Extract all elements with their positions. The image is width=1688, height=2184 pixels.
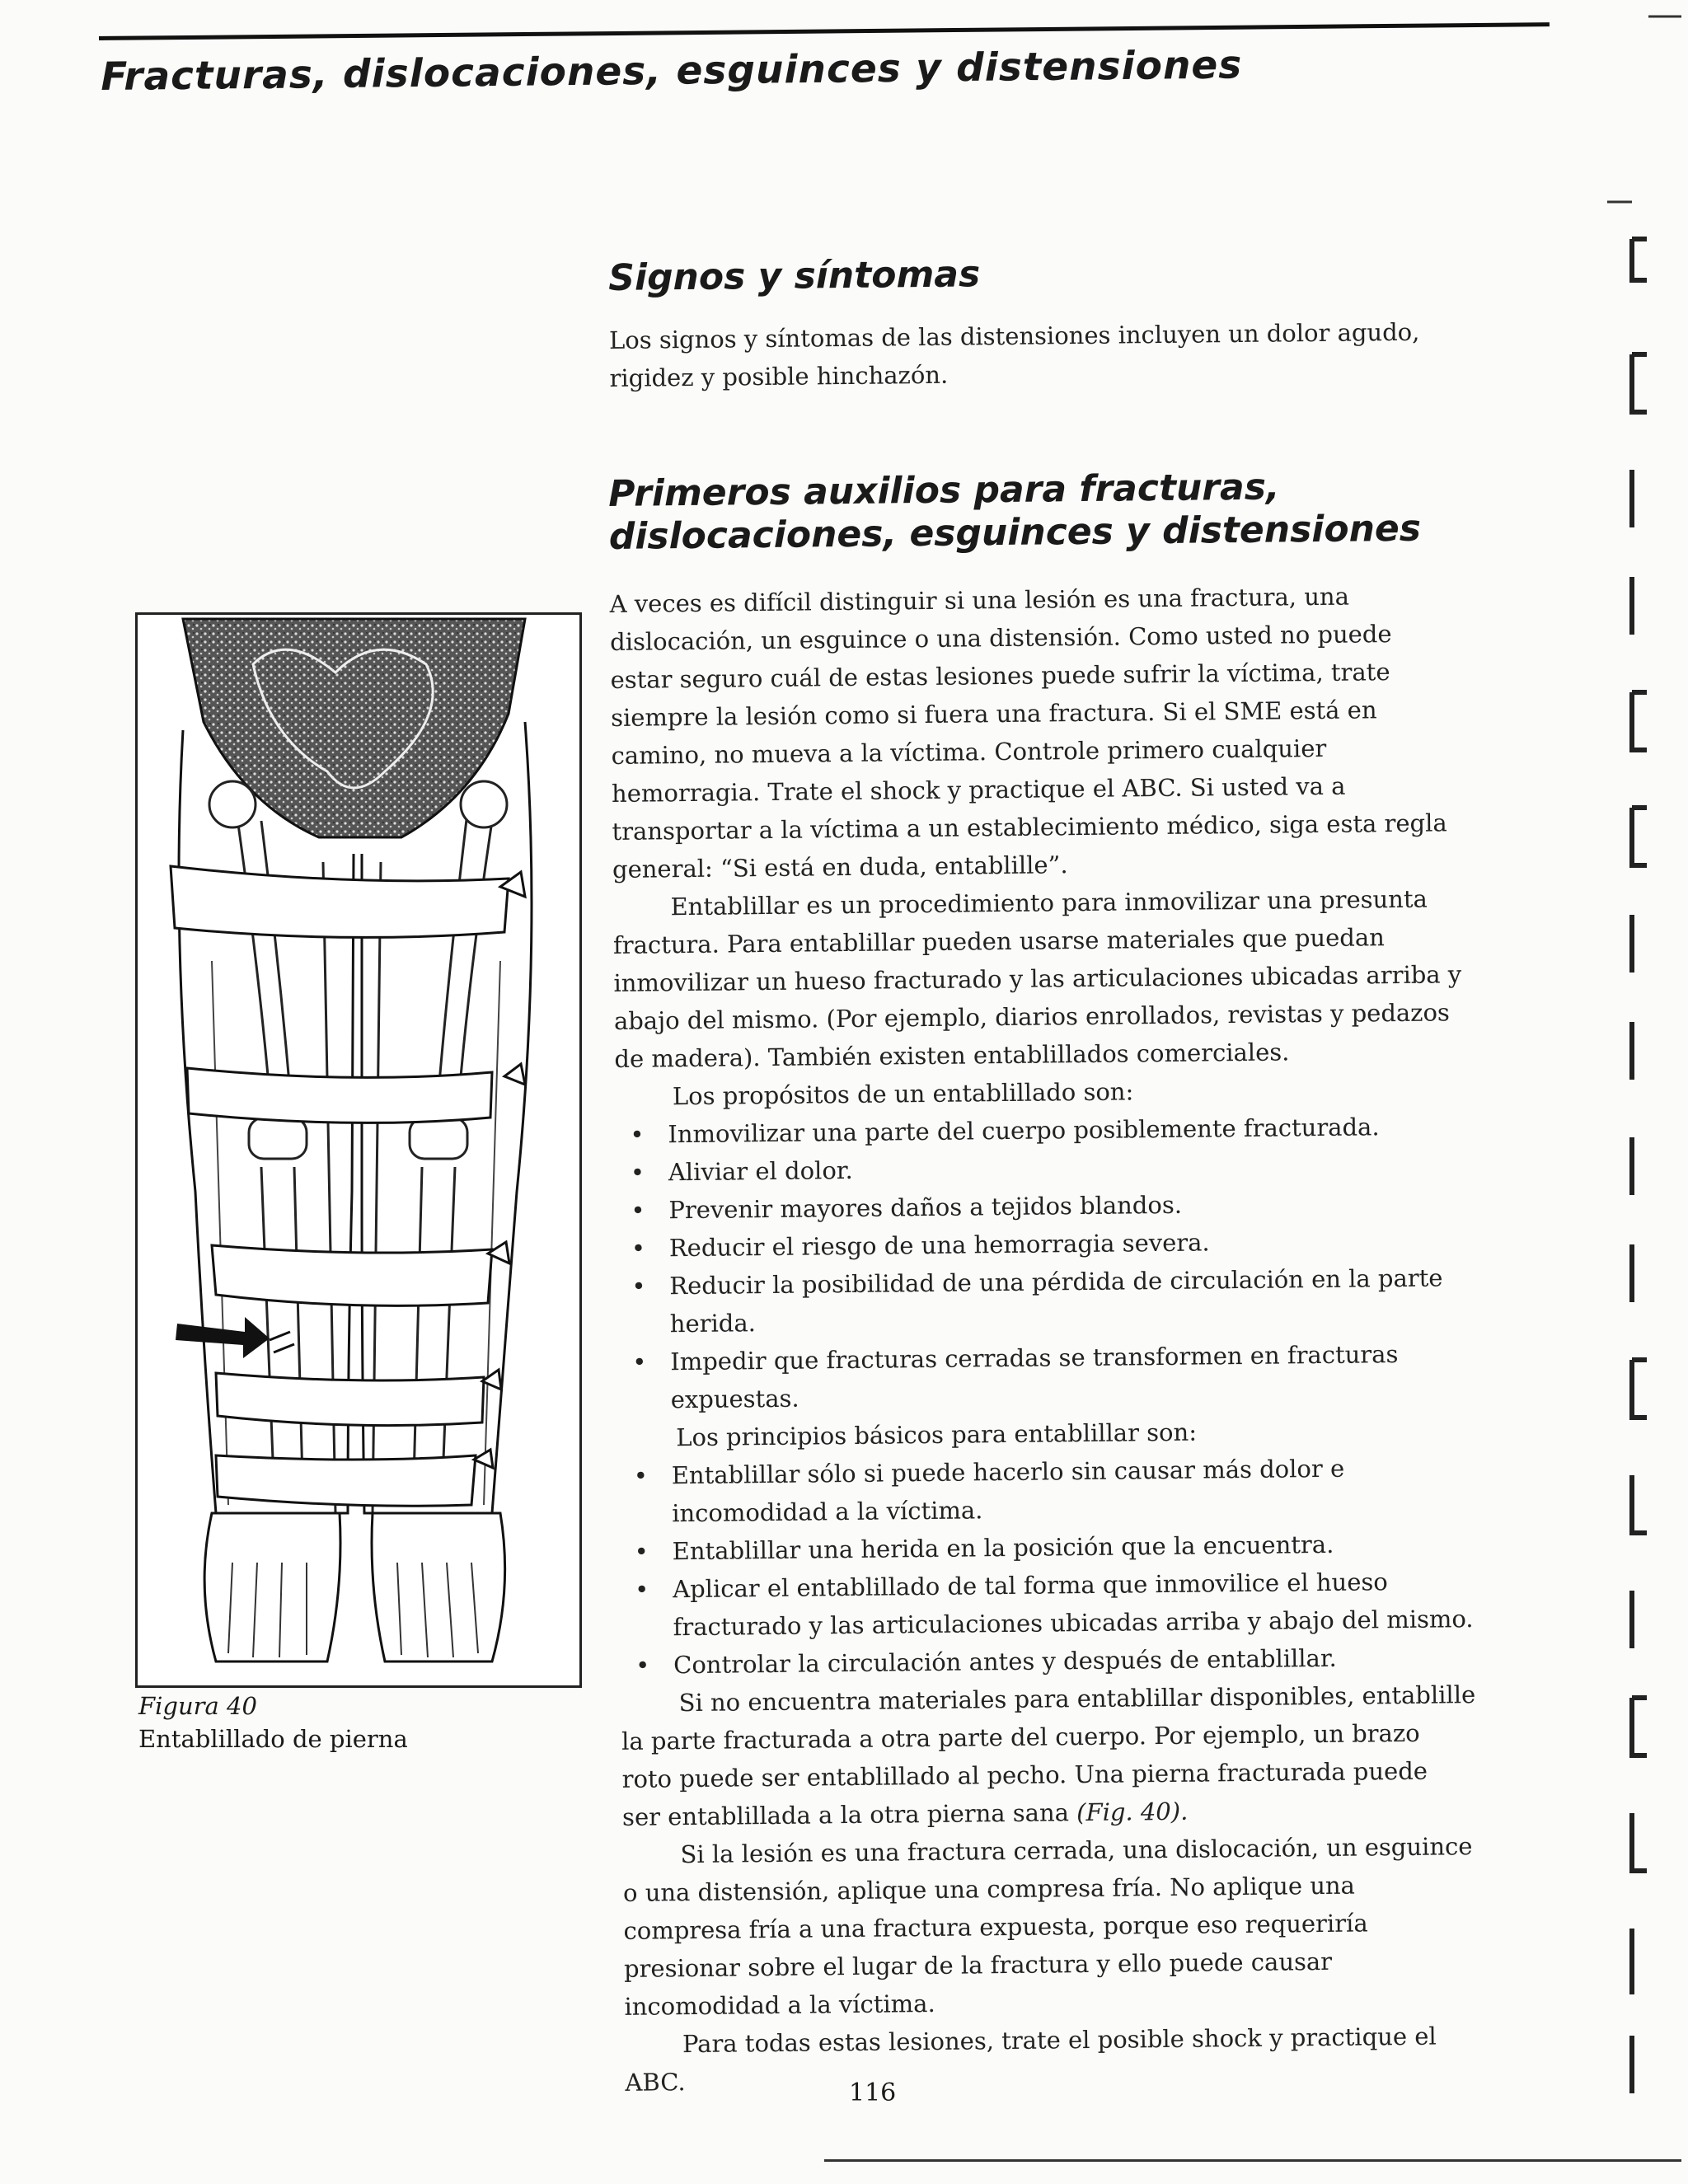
signos-body bbox=[609, 312, 1582, 397]
text-line: roto puede ser entablillado al pecho. Una pierna fracturada puede bbox=[621, 1756, 1428, 1793]
text-line: camino, no mueva a la víctima. Controle primero cualquier bbox=[611, 733, 1327, 770]
primeros-heading-line2: dislocaciones, esguinces y distensiones bbox=[608, 507, 1422, 558]
primeros-section bbox=[608, 463, 1598, 2102]
bandage-1 bbox=[171, 866, 509, 937]
text-line: incomodidad a la víctima. bbox=[624, 1989, 935, 2021]
paragraph-2 bbox=[612, 879, 1587, 1078]
text-line: Para todas estas lesiones, trate el posible shock y practique el bbox=[682, 2022, 1437, 2059]
signos-heading: Signos y síntomas bbox=[608, 253, 981, 299]
text-line: hemorragia. Trate el shock y practique el ABC. Si usted va a bbox=[611, 771, 1346, 808]
paragraph-3 bbox=[621, 1675, 1595, 1836]
primeros-heading-line1: Primeros auxilios para fracturas, bbox=[608, 466, 1280, 515]
list-item: • Entablillar sólo si puede hacerlo sin causar más dolor e incomodidad a la víctima. bbox=[619, 1447, 1592, 1533]
bandage-3 bbox=[212, 1245, 492, 1305]
figure-caption-text: Entablillado de pierna bbox=[138, 1725, 408, 1753]
text-line: ser entablillada a la otra pierna sana (Fig. 40). bbox=[621, 1797, 1189, 1831]
list-item: • Impedir que fracturas cerradas se transformen en fracturas expuestas. bbox=[617, 1333, 1591, 1419]
top-rule bbox=[99, 22, 1550, 40]
paragraph-5 bbox=[625, 2016, 1598, 2102]
leg-splint-illustration bbox=[138, 615, 579, 1685]
figure-40-frame bbox=[135, 612, 582, 1688]
bandage-2 bbox=[187, 1068, 492, 1122]
paragraph-4 bbox=[622, 1826, 1597, 2026]
signos-line: Los signos y síntomas de las distensiones incluyen un dolor agudo, bbox=[608, 317, 1420, 354]
text-line: presionar sobre el lugar de la fractura y ello puede causar bbox=[623, 1947, 1333, 1983]
list-item: • Aliviar el dolor. bbox=[616, 1144, 1588, 1192]
text-line: Entablillar es un procedimiento para inmovilizar una presunta bbox=[670, 884, 1428, 921]
bandage-4 bbox=[216, 1373, 484, 1426]
text-line: Si la lesión es una fractura cerrada, una dislocación, un esguince bbox=[680, 1832, 1473, 1869]
text-line: ABC. bbox=[625, 2068, 686, 2097]
figure-reference: (Fig. 40). bbox=[1076, 1797, 1189, 1827]
primeros-heading bbox=[608, 463, 1582, 559]
text-line: inmovilizar un hueso fracturado y las articulaciones ubicadas arriba y bbox=[613, 960, 1462, 997]
text-line: de madera). También existen entablillados comerciales. bbox=[614, 1038, 1290, 1073]
page-header: Fracturas, dislocaciones, esguinces y distensiones bbox=[101, 42, 1243, 100]
text-line: Si no encuentra materiales para entablillar disponibles, entablille bbox=[678, 1680, 1476, 1718]
text-line: dislocación, un esguince o una distensión. Como usted no puede bbox=[609, 620, 1392, 656]
text-line: A veces es difícil distinguir si una lesión es una fractura, una bbox=[609, 582, 1350, 618]
text-line: compresa fría a una fractura expuesta, porque eso requeriría bbox=[623, 1909, 1368, 1945]
primeros-body bbox=[609, 575, 1597, 2102]
principles-intro: Los principios básicos para entablillar son: bbox=[676, 1418, 1198, 1452]
figure-caption bbox=[138, 1690, 408, 1755]
bottom-rule bbox=[824, 2159, 1681, 2162]
figure-label: Figura 40 bbox=[138, 1692, 257, 1720]
text-line: abajo del mismo. (Por ejemplo, diarios enrollados, revistas y pedazos bbox=[613, 998, 1450, 1035]
bandage-5 bbox=[216, 1455, 476, 1506]
principles-list bbox=[619, 1447, 1594, 1685]
text-line: la parte fracturada a otra parte del cuerpo. Por ejemplo, un brazo bbox=[621, 1718, 1420, 1755]
purposes-intro: Los propósitos de un entablillado son: bbox=[672, 1077, 1134, 1111]
binding-marks bbox=[1599, 0, 1688, 2184]
page-number: 116 bbox=[849, 2079, 897, 2107]
list-item: • Reducir el riesgo de una hemorragia severa. bbox=[617, 1220, 1589, 1268]
text-line: transportar a la víctima a un establecimiento médico, siga esta regla bbox=[612, 808, 1447, 846]
signos-section bbox=[608, 247, 1582, 397]
left-foot bbox=[204, 1513, 340, 1661]
list-item: • Reducir la posibilidad de una pérdida de circulación en la parte herida. bbox=[617, 1258, 1590, 1343]
list-item: • Aplicar el entablillado de tal forma que inmovilice el hueso fracturado y las articulaciones ubicadas arriba y abajo del mismo. bbox=[620, 1561, 1593, 1647]
text-line: fractura. Para entablillar pueden usarse materiales que puedan bbox=[612, 923, 1385, 959]
list-item: • Controlar la circulación antes y después de entablillar. bbox=[621, 1637, 1593, 1685]
right-foot bbox=[372, 1513, 505, 1661]
list-item: • Inmovilizar una parte del cuerpo posiblemente fracturada. bbox=[615, 1106, 1587, 1154]
text-line: general: “Si está en duda, entablille”. bbox=[612, 851, 1068, 883]
purposes-list bbox=[615, 1106, 1591, 1419]
list-item: • Entablillar una herida en la posición que la encuentra. bbox=[619, 1523, 1592, 1571]
text-line: estar seguro cuál de estas lesiones puede sufrir la víctima, trate bbox=[610, 658, 1390, 694]
paragraph-1 bbox=[609, 575, 1585, 888]
text-line: o una distensión, aplique una compresa fría. No aplique una bbox=[622, 1871, 1356, 1907]
signos-line: rigidez y posible hinchazón. bbox=[609, 360, 949, 392]
list-item: • Prevenir mayores daños a tejidos blandos. bbox=[616, 1182, 1588, 1230]
text-line: siempre la lesión como si fuera una fractura. Si el SME está en bbox=[610, 696, 1377, 732]
